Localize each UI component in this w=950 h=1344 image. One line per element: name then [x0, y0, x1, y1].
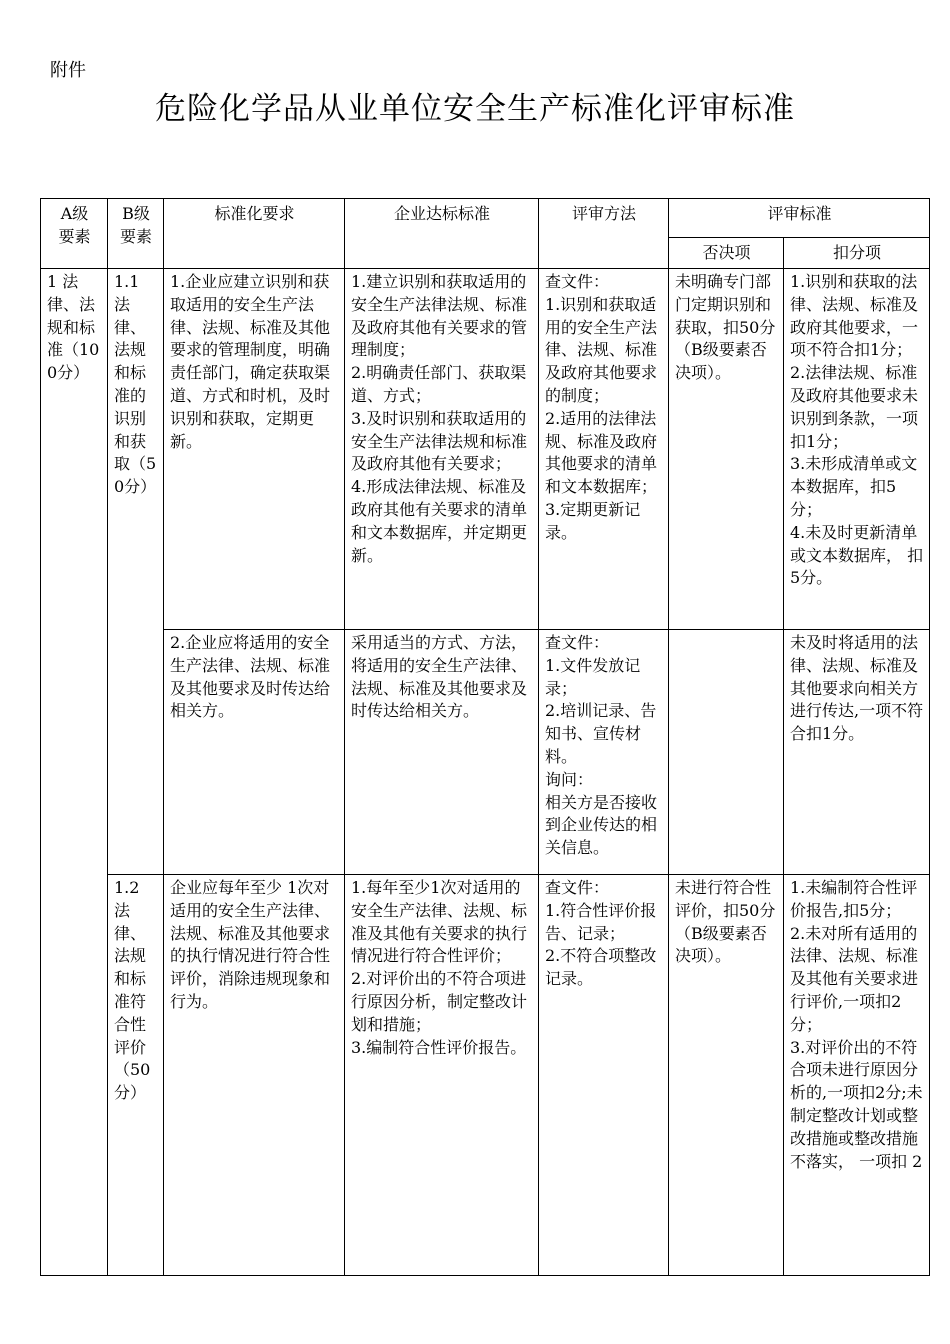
table-row: [41, 875, 930, 1276]
standards-table: [40, 198, 930, 1276]
table-row: [41, 269, 930, 630]
col-header-veto: 否决项: [669, 238, 784, 269]
standard-cell: 采用适当的方式、方法，将适用的安全生产法律、法规、标准及其他要求及时传达给相关方。: [345, 630, 539, 875]
method-cell: 查文件： 1.识别和获取适用的安全生产法律、法规、标准及政府其他要求的制度； 2.适用的法律法规、标准及政府其他要求的清单和文本数据库； 3.定期更新记录。: [539, 269, 669, 630]
col-header-requirement: 标准化要求: [164, 199, 345, 269]
veto-cell: 未进行符合性评价，扣50分（B级要素否决项）。: [669, 875, 784, 1276]
veto-cell: [669, 630, 784, 875]
veto-cell: 未明确专门部门定期识别和获取，扣50分（B级要素否决项）。: [669, 269, 784, 630]
col-header-a-level: A级 要素: [41, 199, 108, 269]
page-title: 危险化学品从业单位安全生产标准化评审标准: [155, 91, 795, 127]
header-row-1: [41, 199, 930, 238]
deduction-cell: 未及时将适用的法律、法规、标准及其他要求向相关方进行传达,一项不符合扣1分。: [784, 630, 930, 875]
col-header-b-level: B级 要素: [108, 199, 164, 269]
col-header-review-criteria: 评审标准: [669, 199, 930, 238]
table-row: [41, 630, 930, 875]
attachment-label: 附件: [50, 60, 86, 81]
method-cell: 查文件： 1.符合性评价报告、记录； 2.不符合项整改记录。: [539, 875, 669, 1276]
standard-cell: 1.建立识别和获取适用的安全生产法律法规、标准及政府其他有关要求的管理制度； 2.明确责任部门、获取渠道、方式； 3.及时识别和获取适用的安全生产法律法规和标准及政府其他有关要求； 4.形成法律法规、标准及政府其他有关要求的清单和文本数据库，并定期更新。: [345, 269, 539, 630]
b-element-cell: 1.1 法律、法规和标准的识别和获取（50分）: [108, 269, 164, 875]
requirement-cell: 2.企业应将适用的安全生产法律、法规、标准及其他要求及时传达给相关方。: [164, 630, 345, 875]
b-element-cell: 1.2 法律、法规和标准符合性评价（50分）: [108, 875, 164, 1276]
col-header-enterprise-standard: 企业达标标准: [345, 199, 539, 269]
standard-cell: 1.每年至少1次对适用的安全生产法律、法规、标准及其他有关要求的执行情况进行符合性评价； 2.对评价出的不符合项进行原因分析，制定整改计划和措施； 3.编制符合性评价报告。: [345, 875, 539, 1276]
col-header-review-method: 评审方法: [539, 199, 669, 269]
requirement-cell: 1.企业应建立识别和获取适用的安全生产法律、法规、标准及其他要求的管理制度，明确责任部门，确定获取渠道、方式和时机，及时识别和获取，定期更新。: [164, 269, 345, 630]
method-cell: 查文件： 1.文件发放记录； 2.培训记录、告知书、宣传材料。 询问： 相关方是否接收到企业传达的相关信息。: [539, 630, 669, 875]
requirement-cell: 企业应每年至少 1次对适用的安全生产法律、法规、标准及其他要求的执行情况进行符合性评价，消除违规现象和行为。: [164, 875, 345, 1276]
a-element-cell: 1 法律、法规和标准（100分）: [41, 269, 108, 1276]
deduction-cell: 1.未编制符合性评价报告,扣5分； 2.未对所有适用的法律、法规、标准及其他有关要求进行评价,一项扣2分； 3.对评价出的不符合项未进行原因分析的,一项扣2分;未制定整改计划或整改措施或整改措施不落实， 一项扣 2: [784, 875, 930, 1276]
deduction-cell: 1.识别和获取的法律、法规、标准及政府其他要求，一项不符合扣1分； 2.法律法规、标准及政府其他要求未识别到条款，一项扣1分； 3.未形成清单或文本数据库，扣5分； 4.未及时更新清单或文本数据库， 扣5分。: [784, 269, 930, 630]
col-header-deduction: 扣分项: [784, 238, 930, 269]
